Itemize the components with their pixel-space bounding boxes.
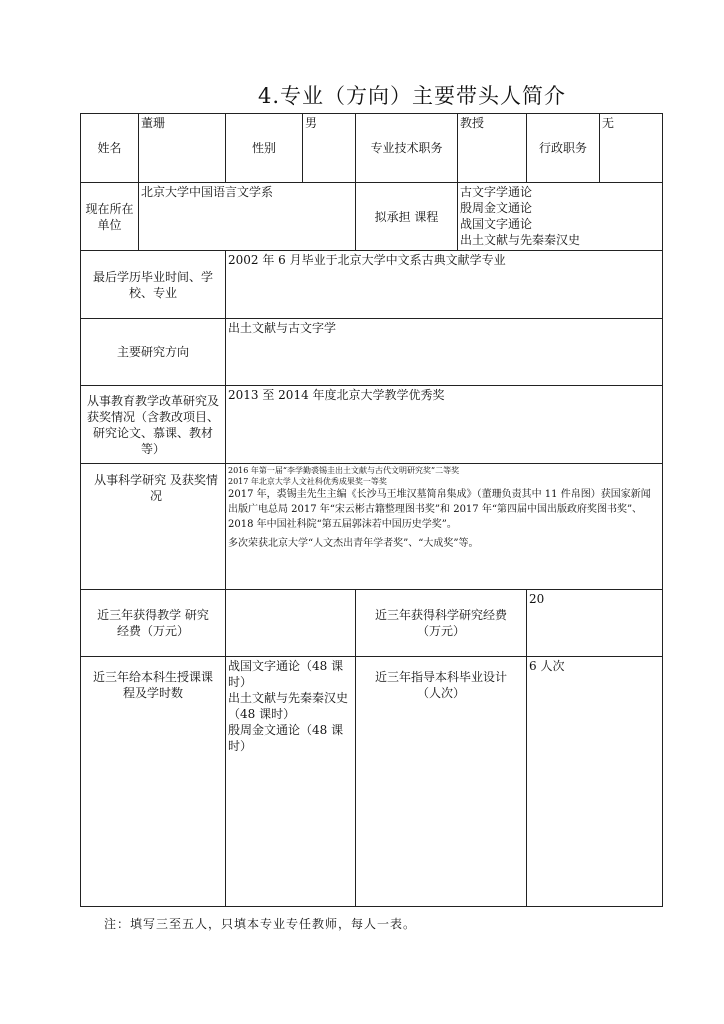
course-item: 古文字学通论: [460, 185, 533, 199]
value-research-awards[interactable]: [226, 464, 663, 590]
row-research-awards: [81, 464, 663, 590]
value-teaching-funds[interactable]: [226, 590, 356, 657]
label-unit: 现在所在单位: [81, 183, 139, 251]
label-courses: 拟承担 课程: [356, 183, 458, 251]
value-research-funds[interactable]: 20: [527, 590, 663, 657]
label-name: 姓名: [81, 114, 139, 183]
profile-form-table: [80, 113, 663, 907]
course-item: 战国文字通论: [460, 217, 533, 231]
label-admin-title: 行政职务: [527, 114, 600, 183]
value-courses[interactable]: [458, 183, 663, 251]
value-gender[interactable]: 男: [303, 114, 356, 183]
hours-item: 殷周金文通论（48 课时）: [228, 723, 344, 753]
row-research-direction: [81, 319, 663, 386]
label-research-direction: 主要研究方向: [81, 319, 226, 386]
course-item: 出土文献与先秦秦汉史: [460, 233, 581, 247]
label-course-hours: 近三年给本科生授课课程及学时数: [81, 657, 226, 907]
value-name[interactable]: 董珊: [139, 114, 226, 183]
label-professional-title: 专业技术职务: [356, 114, 458, 183]
row-unit-courses: [81, 183, 663, 251]
award-honor-text: 多次荣获北京大学“人文杰出青年学者奖”、“大成奖”等。: [228, 538, 479, 549]
row-teaching-reform: [81, 386, 663, 464]
award-item: 2017 年北京大学人文社科优秀成果奖一等奖: [228, 477, 387, 486]
value-education[interactable]: 2002 年 6 月毕业于北京大学中文系古典文献学专业: [226, 251, 663, 319]
row-basic-info: [81, 114, 663, 183]
row-education: [81, 251, 663, 319]
value-professional-title[interactable]: 教授: [458, 114, 527, 183]
label-teaching-reform: 从事教育教学改革研究及获奖情况（含教改项目、研究论文、慕课、教材等）: [81, 386, 226, 464]
page-title: 4.专业（方向）主要带头人简介: [258, 84, 567, 108]
course-item: 殷周金文通论: [460, 201, 533, 215]
hours-item: 战国文字通论（48 课时）: [228, 659, 344, 689]
value-unit[interactable]: 北京大学中国语言文学系: [139, 183, 356, 251]
value-teaching-reform[interactable]: 2013 至 2014 年度北京大学教学优秀奖: [226, 386, 663, 464]
footnote: 注：填写三至五人，只填本专业专任教师，每人一表。: [104, 917, 417, 931]
label-teaching-funds: 近三年获得教学 研究经费（万元）: [81, 590, 226, 657]
value-research-direction[interactable]: 出土文献与古文字学: [226, 319, 663, 386]
hours-item: 出土文献与先秦秦汉史（48 课时）: [228, 691, 349, 721]
label-gender: 性别: [226, 114, 303, 183]
label-education: 最后学历毕业时间、学校、专业: [81, 251, 226, 319]
value-course-hours[interactable]: [226, 657, 356, 907]
row-funds: [81, 590, 663, 657]
label-research-awards: 从事科学研究 及获奖情况: [81, 464, 226, 590]
value-thesis-supervision[interactable]: 6 人次: [527, 657, 663, 907]
award-item: 2016 年第一届“李学勤裘锡圭出土文献与古代文明研究奖”二等奖: [228, 466, 460, 475]
value-admin-title[interactable]: 无: [600, 114, 663, 183]
row-hours-thesis: [81, 657, 663, 907]
label-thesis-supervision: 近三年指导本科毕业设计（人次）: [356, 657, 527, 907]
award-main-text: 2017 年，裘锡圭先生主编《长沙马王堆汉墓简帛集成》（董珊负责其中 11 件帛图）获国家新闻出版广电总局 2017 年“宋云彬古籍整理图书奖”和 2017 年“第四届中国出版政府奖图书奖”、2018 年中国社科院“第五届郭沫若中国历史学奖”。: [228, 489, 651, 530]
label-research-funds: 近三年获得科学研究经费（万元）: [356, 590, 527, 657]
